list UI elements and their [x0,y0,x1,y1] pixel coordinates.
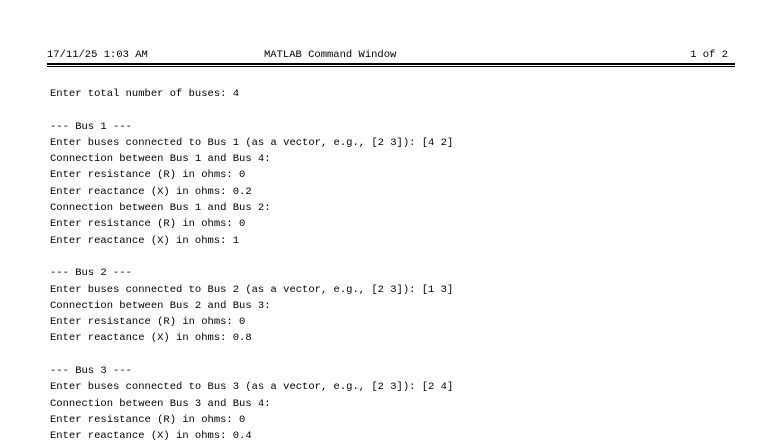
output-line: --- Bus 3 --- [50,365,132,378]
output-line: Connection between Bus 2 and Bus 3: [50,299,271,312]
output-line [50,102,750,118]
output-line: Enter resistance (R) in ohms: 0 [50,169,246,182]
output-line: Connection between Bus 1 and Bus 2: [50,202,271,215]
output-line: Enter resistance (R) in ohms: 0 [50,413,246,426]
document-title: MATLAB Command Window [264,49,397,61]
output-line: Enter resistance (R) in ohms: 0 [50,218,246,231]
output-line: Enter buses connected to Bus 2 (as a vector, e.g., [2 3]): [1 3] [50,283,454,296]
header-rule-thick [47,63,735,65]
output-line: Enter reactance (X) in ohms: 1 [50,234,240,247]
header-rule-thin [47,66,735,67]
output-line: Enter reactance (X) in ohms: 0.2 [50,185,252,198]
print-date: 17/11/25 1:03 AM [47,49,148,61]
output-line: Connection between Bus 3 and Bus 4: [50,397,271,410]
output-line: Enter total number of buses: 4 [50,88,240,100]
output-line [50,347,750,363]
output-line: Enter reactance (X) in ohms: 0.8 [50,332,252,345]
output-line: --- Bus 1 --- [50,120,132,133]
output-line: Enter reactance (X) in ohms: 0.4 [50,430,252,443]
output-line: Enter buses connected to Bus 3 (as a vector, e.g., [2 3]): [2 4] [50,381,454,394]
output-line: Enter buses connected to Bus 1 (as a vector, e.g., [2 3]): [4 2] [50,136,454,149]
output-line: --- Bus 2 --- [50,267,132,280]
page-number: 1 of 2 [690,49,728,61]
page-header [47,48,735,62]
output-line: Connection between Bus 1 and Bus 4: [50,153,271,166]
command-output [50,86,750,445]
output-line: Enter resistance (R) in ohms: 0 [50,316,246,329]
output-line [50,249,750,265]
